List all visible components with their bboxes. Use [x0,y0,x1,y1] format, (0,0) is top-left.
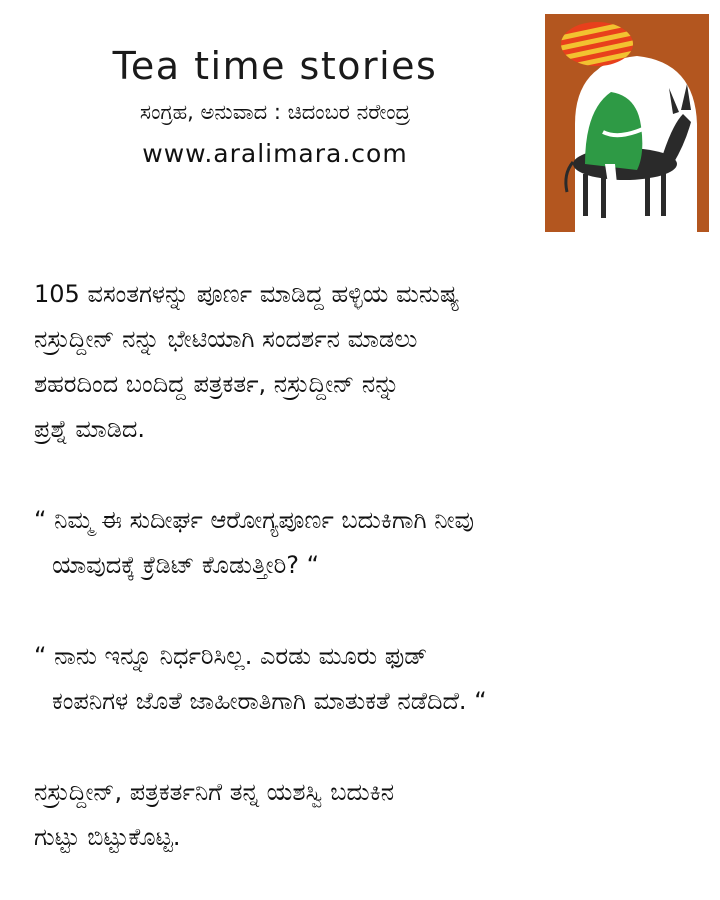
story-line: ನಸ್ರುದ್ದೀನ್, ಪತ್ರಕರ್ತನಿಗೆ ತನ್ನ ಯಶಸ್ವಿ ಬದುಕಿನ [34,778,395,806]
story-line: ಪ್ರಶ್ನೆ ಮಾಡಿದ. [34,415,145,443]
story-intro [34,272,694,452]
header [40,42,510,172]
story-line: ಕಂಪನಿಗಳ ಜೊತೆ ಜಾಹೀರಾತಿಗಾಗಿ ಮಾತುಕತೆ ನಡೆದಿದೆ. “ [52,687,487,715]
story-line: “ ನಾನು ಇನ್ನೂ ನಿರ್ಧರಿಸಿಲ್ಲ. ಎರಡು ಮೂರು ಫುಡ್ [34,642,428,670]
story-text [34,272,694,860]
story-line: ಯಾವುದಕ್ಕೆ ಕ್ರೆಡಿಟ್ ಕೊಡುತ್ತೀರಿ? “ [52,551,320,579]
journalist-question [34,498,694,588]
story-line: ಶಹರದಿಂದ ಬಂದಿದ್ದ ಪತ್ರಕರ್ತ, ನಸ್ರುದ್ದೀನ್ ನನ್ನು [34,370,400,398]
website-url: www.aralimara.com [142,139,408,168]
story-line: 105 ವಸಂತಗಳನ್ನು ಪೂರ್ಣ ಮಾಡಿದ್ದ ಹಳ್ಳಿಯ ಮನುಷ್ಯ [34,280,460,308]
story-closing [34,770,694,860]
page-subtitle: ಸಂಗ್ರಹ, ಅನುವಾದ : ಚಿದಂಬರ ನರೇಂದ್ರ [139,100,411,124]
story-line: “ ನಿಮ್ಮ ಈ ಸುದೀರ್ಘ ಆರೋಗ್ಯಪೂರ್ಣ ಬದುಕಿಗಾಗಿ ನೀವು [34,506,475,534]
nasruddin-answer [34,634,694,724]
man-with-turban-on-donkey-icon [545,14,709,232]
story-line: ಗುಟ್ಟು ಬಿಟ್ಟುಕೊಟ್ಟ. [34,823,181,851]
story-line: ನಸ್ರುದ್ದೀನ್ ನನ್ನು ಭೇಟಿಯಾಗಿ ಸಂದರ್ಶನ ಮಾಡಲು [34,325,418,353]
page-title: Tea time stories [112,44,438,88]
